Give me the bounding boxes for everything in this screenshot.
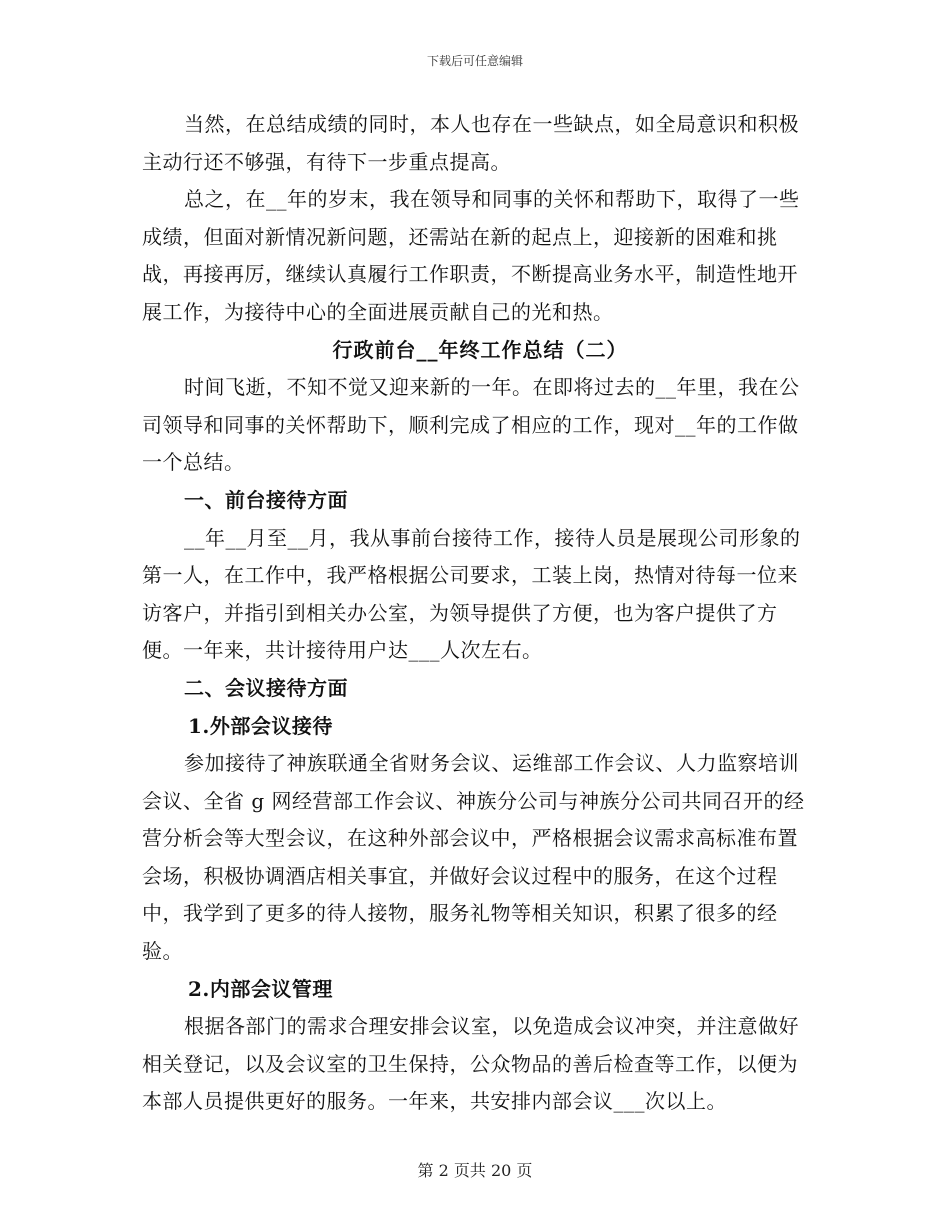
page-header: 下载后可任意编辑 [426, 54, 523, 68]
section-heading-meetings: 二、会议接待方面 [184, 675, 348, 700]
page-footer: 第 2 页共 20 页 [417, 1161, 533, 1180]
paragraph-shortcomings: 当然，在总结成绩的同时，本人也存在一些缺点，如全局意识和积极主动行还不够强，有待下一步重点提高。 [142, 112, 799, 174]
section-heading-reception: 一、前台接待方面 [184, 487, 348, 512]
paragraph-conclusion: 总之，在__年的岁末，我在领导和同事的关怀和帮助下，取得了一些成绩，但面对新情况新问题，还需站在新的起点上，迎接新的困难和挑战，再接再厉，继续认真履行工作职责，不断提高业务水平，制造性地开展工作，为接待中心的全面进展贡献自己的光和热。 [142, 187, 800, 324]
paragraph-intro: 时间飞逝，不知不觉又迎来新的一年。在即将过去的__年里，我在公司领导和同事的关怀帮助下，顺利完成了相应的工作，现对__年的工作做一个总结。 [142, 375, 800, 475]
subheading-internal-meetings: 2.内部会议管理 [188, 976, 333, 1001]
paragraph-external-meetings: 参加接待了神族联通全省财务会议、运维部工作会议、人力监察培训会议、全省 g 网经营部工作会议、神族分公司与神族分公司共同召开的经营分析会等大型会议，在这种外部会议中，严格根据会议需求高标准布置会场，积极协调酒店相关事宜，并做好会议过程中的服务，在这个过程中，我学到了更多的待人接物，服务礼物等相关知识，积累了很多的经验。 [142, 751, 805, 964]
document-title: 行政前台__年终工作总结（二） [332, 337, 628, 362]
paragraph-internal-meetings: 根据各部门的需求合理安排会议室，以免造成会议冲突，并注意做好相关登记，以及会议室的卫生保持，公众物品的善后检查等工作，以便为本部人员提供更好的服务。一年来，共安排内部会议___次以上。 [142, 1014, 799, 1114]
subheading-external-meetings: 1.外部会议接待 [188, 713, 333, 738]
paragraph-reception: __年__月至__月，我从事前台接待工作，接待人员是展现公司形象的第一人，在工作中，我严格根据公司要求，工装上岗，热情对待每一位来访客户，并指引到相关办公室，为领导提供了方便，也为客户提供了方便。一年来，共计接待用户达___人次左右。 [142, 525, 801, 663]
document-body [142, 106, 818, 1121]
